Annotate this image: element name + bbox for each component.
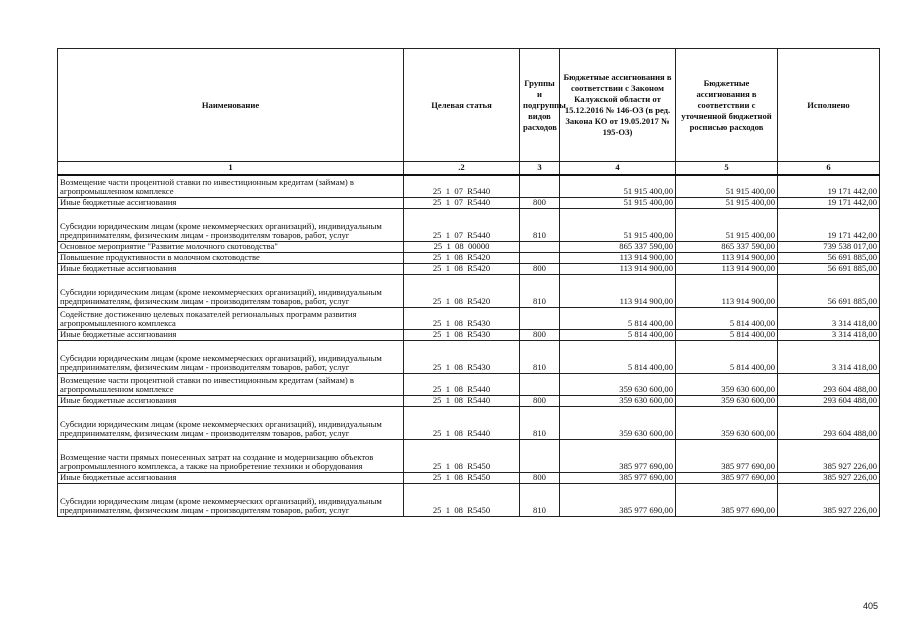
row-plan-amount: 113 914 900,00 (676, 274, 778, 307)
row-executed-amount: 56 691 885,00 (778, 252, 880, 263)
column-number: 4 (560, 162, 676, 176)
row-expense-group (520, 252, 560, 263)
row-target-article: 25 1 08 R5440 (404, 395, 520, 406)
row-name: Содействие достижению целевых показателей региональных программ развития агропромышленного комплекса (58, 307, 404, 329)
table-body (58, 175, 880, 516)
table-row (58, 307, 880, 329)
row-executed-amount: 293 604 488,00 (778, 373, 880, 395)
column-number: 1 (58, 162, 404, 176)
row-expense-group: 810 (520, 483, 560, 516)
row-executed-amount: 19 171 442,00 (778, 208, 880, 241)
row-executed-amount: 385 927 226,00 (778, 483, 880, 516)
row-target-article: 25 1 08 R5450 (404, 483, 520, 516)
row-executed-amount: 293 604 488,00 (778, 395, 880, 406)
row-plan-amount: 359 630 600,00 (676, 373, 778, 395)
row-name: Субсидии юридическим лицам (кроме некоммерческих организаций), индивидуальным предпринимателям, физическим лицам - производителям товаров, работ, услуг (58, 208, 404, 241)
row-expense-group (520, 307, 560, 329)
header-executed: Исполнено (778, 49, 880, 162)
row-plan-amount: 5 814 400,00 (676, 329, 778, 340)
row-target-article: 25 1 07 R5440 (404, 197, 520, 208)
row-law-amount: 5 814 400,00 (560, 329, 676, 340)
row-executed-amount: 56 691 885,00 (778, 274, 880, 307)
row-plan-amount: 51 915 400,00 (676, 197, 778, 208)
row-name: Возмещение части прямых понесенных затрат на создание и модернизацию объектов агропромышленного комплекса, а также на приобретение техники и оборудования (58, 439, 404, 472)
row-expense-group: 800 (520, 197, 560, 208)
table-row (58, 175, 880, 197)
header-plan-allocations: Бюджетные ассигнования в соответствии с уточненной бюджетной росписью расходов (676, 49, 778, 162)
row-plan-amount: 385 977 690,00 (676, 472, 778, 483)
column-number: 6 (778, 162, 880, 176)
row-executed-amount: 19 171 442,00 (778, 197, 880, 208)
row-name: Иные бюджетные ассигнования (58, 395, 404, 406)
row-law-amount: 5 814 400,00 (560, 340, 676, 373)
table-row (58, 329, 880, 340)
header-row (58, 49, 880, 162)
row-plan-amount: 113 914 900,00 (676, 252, 778, 263)
table-row (58, 252, 880, 263)
row-law-amount: 359 630 600,00 (560, 373, 676, 395)
table-row (58, 472, 880, 483)
row-executed-amount: 3 314 418,00 (778, 329, 880, 340)
table-row (58, 340, 880, 373)
row-expense-group: 810 (520, 406, 560, 439)
table-row (58, 439, 880, 472)
row-expense-group (520, 175, 560, 197)
row-executed-amount: 3 314 418,00 (778, 340, 880, 373)
row-expense-group (520, 373, 560, 395)
row-law-amount: 113 914 900,00 (560, 274, 676, 307)
row-name: Иные бюджетные ассигнования (58, 472, 404, 483)
row-law-amount: 865 337 590,00 (560, 241, 676, 252)
row-target-article: 25 1 08 R5420 (404, 252, 520, 263)
table-row (58, 241, 880, 252)
row-plan-amount: 865 337 590,00 (676, 241, 778, 252)
table-row (58, 406, 880, 439)
row-target-article: 25 1 08 R5430 (404, 329, 520, 340)
row-target-article: 25 1 08 R5450 (404, 439, 520, 472)
row-name: Иные бюджетные ассигнования (58, 197, 404, 208)
row-name: Субсидии юридическим лицам (кроме некоммерческих организаций), индивидуальным предпринимателям, физическим лицам - производителям товаров, работ, услуг (58, 340, 404, 373)
row-law-amount: 113 914 900,00 (560, 252, 676, 263)
row-plan-amount: 5 814 400,00 (676, 340, 778, 373)
row-executed-amount: 3 314 418,00 (778, 307, 880, 329)
row-target-article: 25 1 08 R5440 (404, 373, 520, 395)
header-expense-groups: Группы и подгруппы видов расходов (520, 49, 560, 162)
header-target-article: Целевая статья (404, 49, 520, 162)
row-law-amount: 385 977 690,00 (560, 483, 676, 516)
row-target-article: 25 1 08 R5420 (404, 263, 520, 274)
row-executed-amount: 385 927 226,00 (778, 472, 880, 483)
table-row (58, 373, 880, 395)
row-expense-group (520, 439, 560, 472)
row-plan-amount: 113 914 900,00 (676, 263, 778, 274)
row-name: Повышение продуктивности в молочном скотоводстве (58, 252, 404, 263)
row-expense-group: 800 (520, 472, 560, 483)
row-name: Основное мероприятие "Развитие молочного скотоводства" (58, 241, 404, 252)
row-expense-group: 810 (520, 274, 560, 307)
row-name: Возмещение части процентной ставки по инвестиционным кредитам (займам) в агропромышленном комплексе (58, 373, 404, 395)
row-law-amount: 359 630 600,00 (560, 406, 676, 439)
column-number-row (58, 162, 880, 176)
row-plan-amount: 359 630 600,00 (676, 406, 778, 439)
row-target-article: 25 1 08 R5450 (404, 472, 520, 483)
header-name: Наименование (58, 49, 404, 162)
row-expense-group: 800 (520, 263, 560, 274)
row-law-amount: 385 977 690,00 (560, 439, 676, 472)
row-plan-amount: 5 814 400,00 (676, 307, 778, 329)
row-target-article: 25 1 08 R5440 (404, 406, 520, 439)
row-name: Возмещение части процентной ставки по инвестиционным кредитам (займам) в агропромышленном комплексе (58, 175, 404, 197)
row-law-amount: 385 977 690,00 (560, 472, 676, 483)
row-law-amount: 51 915 400,00 (560, 175, 676, 197)
row-expense-group: 810 (520, 340, 560, 373)
page-number: 405 (862, 601, 878, 611)
row-executed-amount: 385 927 226,00 (778, 439, 880, 472)
row-law-amount: 51 915 400,00 (560, 208, 676, 241)
row-name: Субсидии юридическим лицам (кроме некоммерческих организаций), индивидуальным предпринимателям, физическим лицам - производителям товаров, работ, услуг (58, 483, 404, 516)
row-executed-amount: 293 604 488,00 (778, 406, 880, 439)
budget-execution-table (57, 48, 880, 517)
row-name: Иные бюджетные ассигнования (58, 329, 404, 340)
row-target-article: 25 1 08 R5420 (404, 274, 520, 307)
table-row (58, 395, 880, 406)
row-target-article: 25 1 08 00000 (404, 241, 520, 252)
column-number: 3 (520, 162, 560, 176)
table-row (58, 208, 880, 241)
table-row (58, 483, 880, 516)
row-target-article: 25 1 07 R5440 (404, 208, 520, 241)
header-law-allocations: Бюджетные ассигнования в соответствии с Законом Калужской области от 15.12.2016 № 146-ОЗ (в ред. Закона КО от 19.05.2017 № 195-ОЗ) (560, 49, 676, 162)
row-target-article: 25 1 08 R5430 (404, 307, 520, 329)
row-law-amount: 51 915 400,00 (560, 197, 676, 208)
row-plan-amount: 51 915 400,00 (676, 175, 778, 197)
row-law-amount: 359 630 600,00 (560, 395, 676, 406)
row-executed-amount: 739 538 017,00 (778, 241, 880, 252)
table-row (58, 274, 880, 307)
row-expense-group: 810 (520, 208, 560, 241)
row-target-article: 25 1 07 R5440 (404, 175, 520, 197)
row-executed-amount: 19 171 442,00 (778, 175, 880, 197)
row-plan-amount: 385 977 690,00 (676, 483, 778, 516)
row-law-amount: 5 814 400,00 (560, 307, 676, 329)
row-law-amount: 113 914 900,00 (560, 263, 676, 274)
row-name: Субсидии юридическим лицам (кроме некоммерческих организаций), индивидуальным предпринимателям, физическим лицам - производителям товаров, работ, услуг (58, 274, 404, 307)
table-row (58, 197, 880, 208)
row-plan-amount: 359 630 600,00 (676, 395, 778, 406)
row-expense-group: 800 (520, 329, 560, 340)
row-expense-group (520, 241, 560, 252)
row-name: Иные бюджетные ассигнования (58, 263, 404, 274)
table-row (58, 263, 880, 274)
row-plan-amount: 385 977 690,00 (676, 439, 778, 472)
row-expense-group: 800 (520, 395, 560, 406)
row-target-article: 25 1 08 R5430 (404, 340, 520, 373)
column-number: .2 (404, 162, 520, 176)
row-name: Субсидии юридическим лицам (кроме некоммерческих организаций), индивидуальным предпринимателям, физическим лицам - производителям товаров, работ, услуг (58, 406, 404, 439)
row-executed-amount: 56 691 885,00 (778, 263, 880, 274)
column-number: 5 (676, 162, 778, 176)
row-plan-amount: 51 915 400,00 (676, 208, 778, 241)
